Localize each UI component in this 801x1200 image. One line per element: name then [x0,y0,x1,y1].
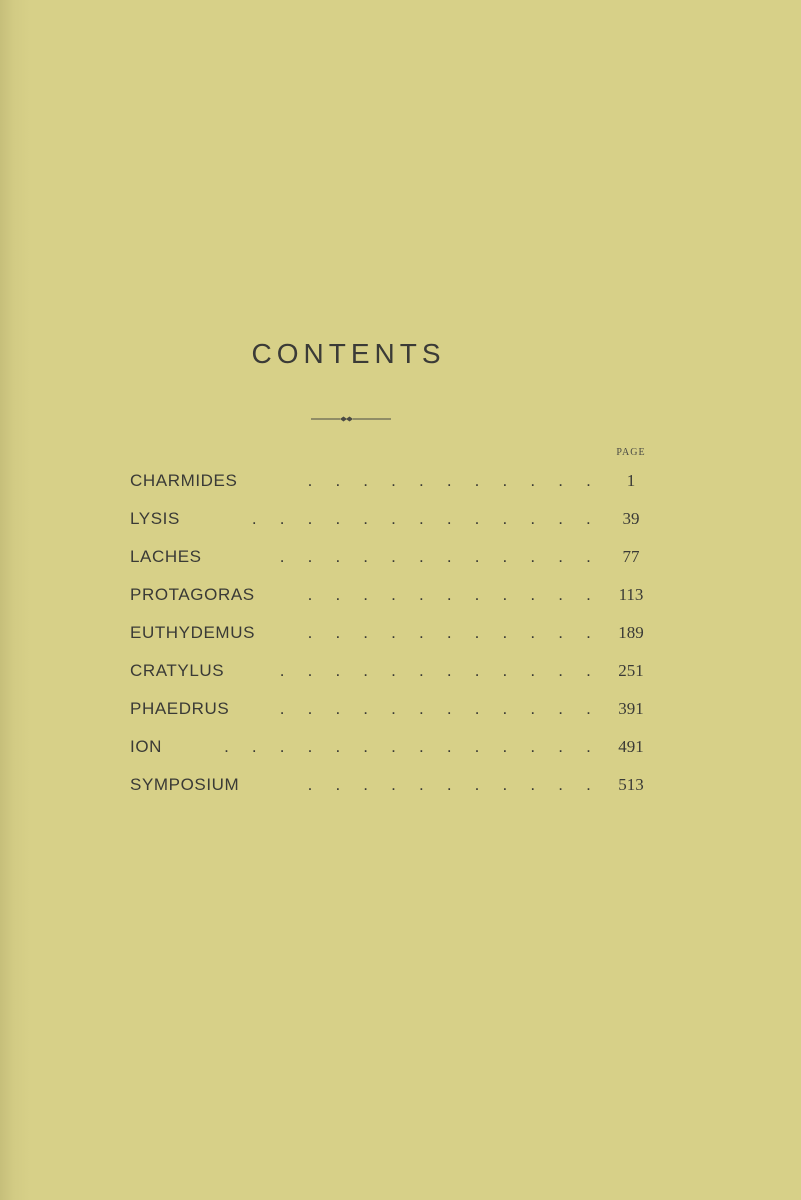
entry-title: PROTAGORAS [130,585,255,604]
entry-page-number: 189 [618,623,644,642]
entry-page-number: 391 [618,699,644,718]
toc-entry [130,660,660,698]
leader-dots: . . . . . . . . . . . [307,471,600,490]
leader-dots: . . . . . . . . . . . . . [251,509,600,528]
entry-page-number: 251 [618,661,644,680]
entry-title: SYMPOSIUM [130,775,240,794]
page-title: CONTENTS [251,338,446,369]
entry-title: LACHES [130,547,202,566]
leader-dots: . . . . . . . . . . . . . . [224,737,600,756]
leader-dots: . . . . . . . . . . . . [279,661,600,680]
toc-entry [130,736,660,774]
entry-page-number: 491 [618,737,644,756]
entry-page-number: 77 [622,547,640,566]
entry-page-number: 1 [626,471,636,490]
toc-entry [130,584,660,622]
entry-page-number: 39 [622,509,640,528]
entry-page-number: 513 [618,775,644,794]
toc-entry [130,698,660,736]
entry-title: LYSIS [130,509,180,528]
toc-entry [130,546,660,584]
entry-page-number: 113 [618,585,644,604]
entry-title: CRATYLUS [130,661,225,680]
entry-title: EUTHYDEMUS [130,623,256,642]
leader-dots: . . . . . . . . . . . [307,623,600,642]
leader-dots: . . . . . . . . . . . [307,775,600,794]
table-of-contents [130,470,660,812]
ornament-divider [311,415,391,423]
toc-entry [130,774,660,812]
leader-dots: . . . . . . . . . . . . [279,699,600,718]
page-column-header: PAGE [616,447,646,458]
entry-title: CHARMIDES [130,471,238,490]
entry-title: ION [130,737,163,756]
toc-entry [130,470,660,508]
toc-entry [130,622,660,660]
leader-dots: . . . . . . . . . . . [307,585,600,604]
leader-dots: . . . . . . . . . . . . [279,547,600,566]
toc-entry [130,508,660,546]
entry-title: PHAEDRUS [130,699,230,718]
